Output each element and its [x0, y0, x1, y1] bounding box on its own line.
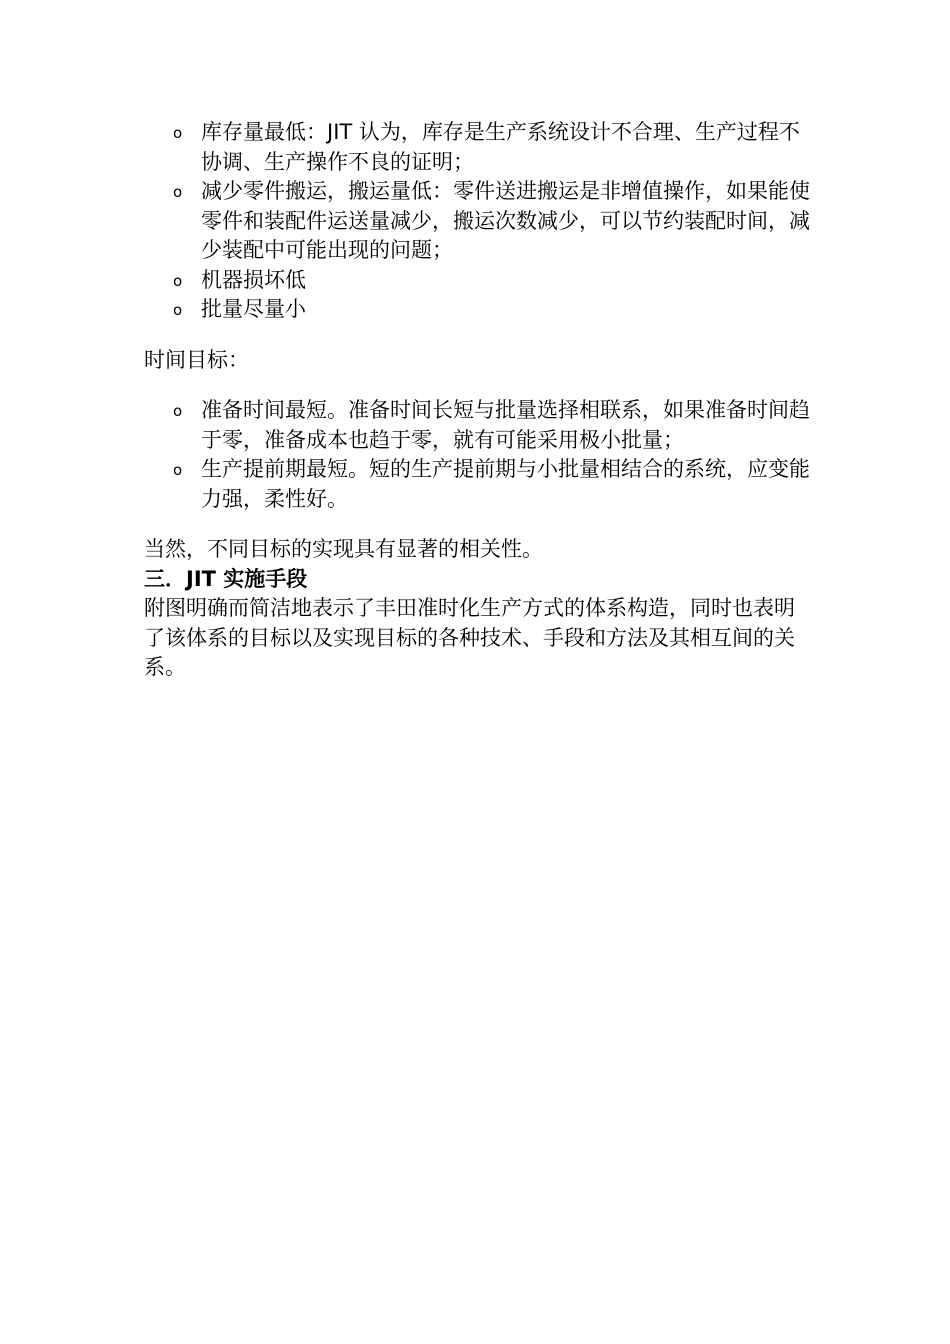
list-item-text: 准备时间最短。准备时间长短与批量选择相联系，如果准备时间趋于零，准备成本也趋于零，就有可能采用极小批量； [201, 398, 810, 452]
section-paragraph: 附图明确而简洁地表示了丰田准时化生产方式的体系构造，同时也表明了该体系的目标以及实现目标的各种技术、手段和方法及其相互间的关系。 [144, 596, 795, 679]
list-item-text: 批量尽量小 [201, 297, 306, 321]
list-item [144, 118, 814, 177]
list-item [144, 295, 814, 325]
document-body [144, 118, 814, 683]
bullet-icon: o [173, 124, 183, 142]
list-item-text: 生产提前期最短。短的生产提前期与小批量相结合的系统，应变能力强，柔性好。 [201, 457, 810, 511]
list-item-text: 库存量最低：JIT 认为，库存是生产系统设计不合理、生产过程不协调、生产操作不良的证明； [201, 120, 800, 174]
time-goals-label: 时间目标： [144, 347, 249, 372]
time-goals-list [144, 396, 814, 514]
list-item-text: 减少零件搬运，搬运量低：零件送进搬运是非增值操作，如果能使零件和装配件运送量减少，搬运次数减少，可以节约装配时间，减少装配中可能出现的问题； [201, 179, 810, 262]
section-heading: 三．JIT 实施手段 [144, 566, 308, 591]
list-item [144, 396, 814, 455]
list-item [144, 455, 814, 514]
bullet-icon: o [173, 271, 183, 290]
bullet-icon: o [173, 183, 183, 201]
bullet-icon: o [173, 301, 183, 319]
closing-sentence: 当然，不同目标的实现具有显著的相关性。 [144, 537, 543, 561]
bullet-icon: o [173, 402, 183, 420]
bullet-icon: o [173, 461, 183, 479]
list-item [144, 177, 814, 266]
cost-goals-list [144, 118, 814, 325]
list-item-text: 机器损坏低 [201, 267, 306, 292]
list-item [144, 266, 814, 296]
